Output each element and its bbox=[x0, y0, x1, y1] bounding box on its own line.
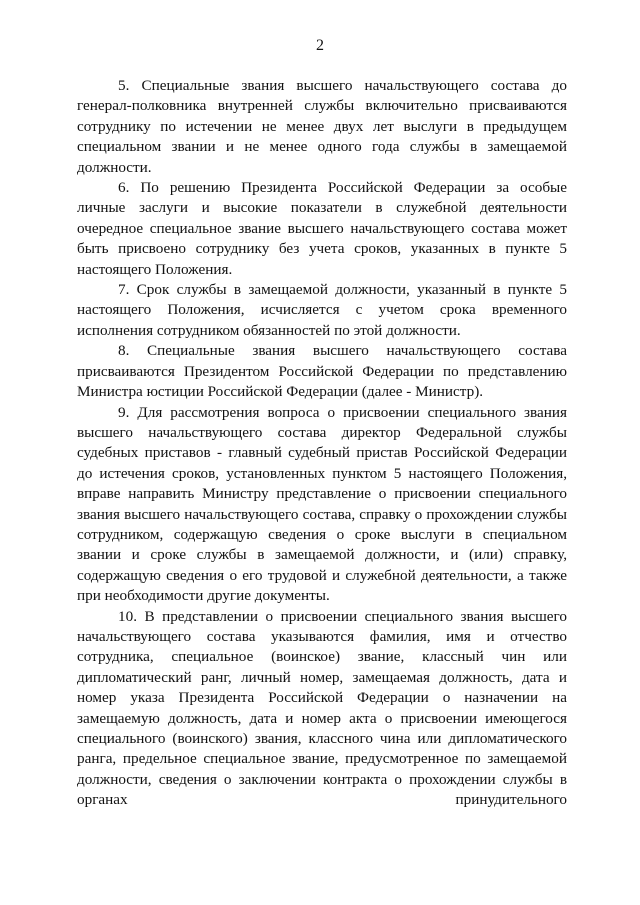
paragraph-9: 9. Для рассмотрения вопроса о присвоении специального звания высшего начальствующего состава директор Федеральной службы судебных приставов - главный судебный пристав Российской Федерации до истечения сроков, установленных пунктом 5 настоящего Положения, вправе направить Министру представление о присвоении специального звания высшего начальствующего состава, справку о прохождении службы сотрудником, содержащую сведения о сроке выслуги в специальном звании и сроке службы в замещаемой должности, и (или) справку, содержащую сведения о его трудовой и служебной деятельности, а также при необходимости другие документы. bbox=[77, 403, 567, 605]
paragraph-6: 6. По решению Президента Российской Федерации за особые личные заслуги и высокие показатели в служебной деятельности очередное специальное звание высшего начальствующего состава может быть присвоено сотруднику без учета сроков, указанных в пункте 5 настоящего Положения. bbox=[77, 179, 567, 278]
paragraph-7: 7. Срок службы в замещаемой должности, указанный в пункте 5 настоящего Положения, исчисляется с учетом срока временного исполнения сотрудником обязанностей по этой должности. bbox=[77, 281, 567, 339]
paragraph-10: 10. В представлении о присвоении специального звания высшего начальствующего состава указываются фамилия, имя и отчество сотрудника, специальное (воинское) звание, классный чин или дипломатический ранг, личный номер, замещаемая должность, дата и номер указа Президента Российской Федерации о назначении на замещаемую должность, дата и номер акта о присвоении имеющегося специального (воинского) звания, классного чина или дипломатического ранга, предельное специальное звание, предусмотренное по замещаемой должности, сведения о заключении контракта о прохождении службы в органах принудительного bbox=[77, 607, 567, 809]
page-number: 2 bbox=[316, 37, 324, 54]
paragraph-5: 5. Специальные звания высшего начальствующего состава до генерал-полковника внутренней службы включительно присваиваются сотруднику по истечении не менее двух лет выслуги в предыдущем специальном звании и не менее одного года службы в замещаемой должности. bbox=[77, 77, 567, 176]
document-body bbox=[77, 76, 567, 811]
paragraph-8: 8. Специальные звания высшего начальствующего состава присваиваются Президентом Российской Федерации по представлению Министра юстиции Российской Федерации (далее - Министр). bbox=[77, 342, 567, 401]
